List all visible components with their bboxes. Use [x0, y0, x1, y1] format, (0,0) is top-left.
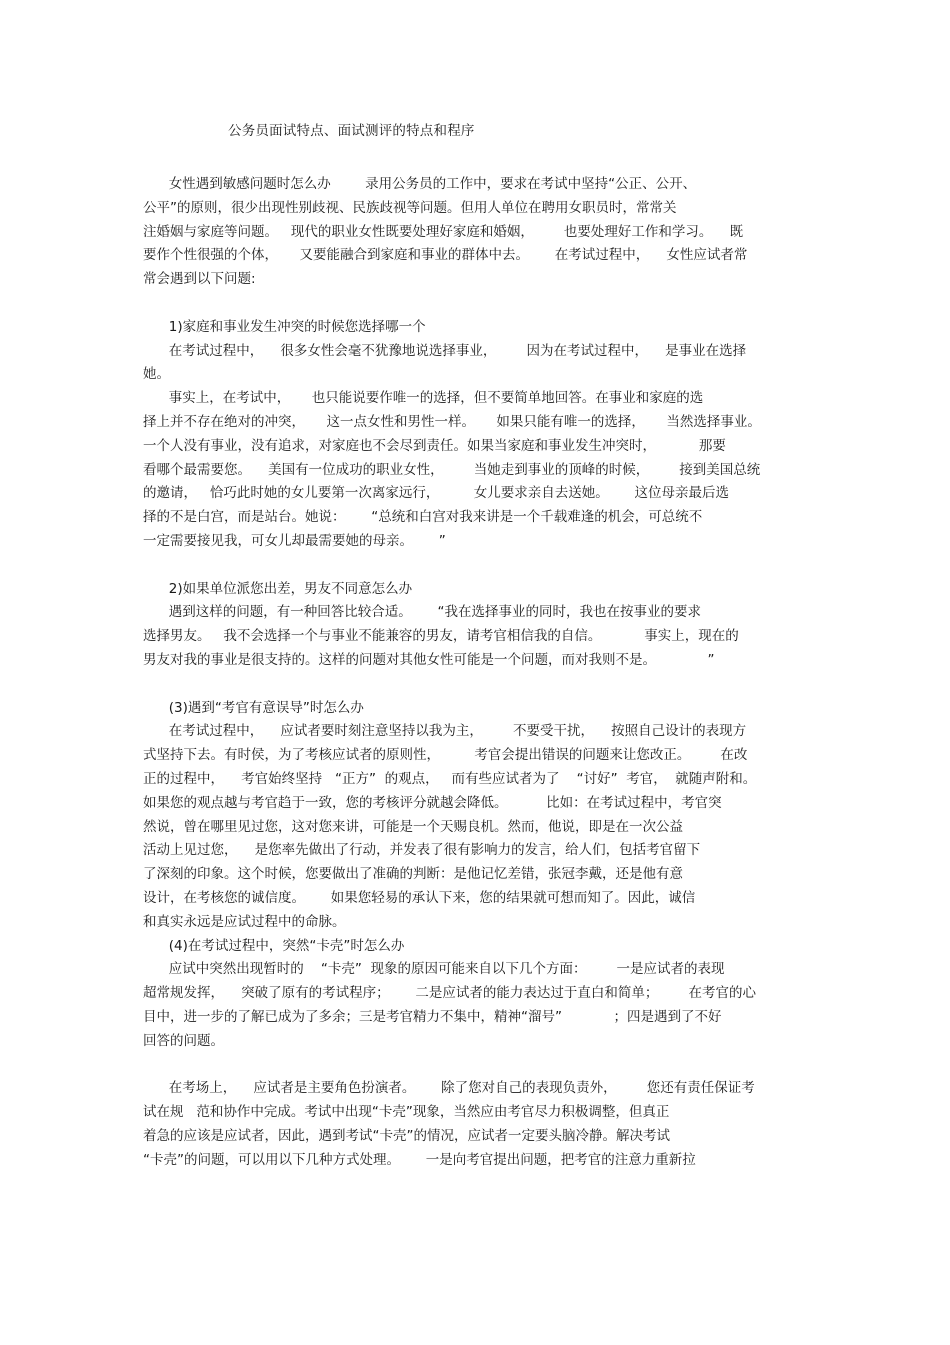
text-line: 正的过程中， 考官始终坚持 “正方” 的观点， 而有些应试者为了 “讨好” 考官， 就随声附和。: [143, 770, 757, 787]
text-line: (4)在考试过程中，突然“卡壳”时怎么办: [143, 937, 405, 954]
text-line: 活动上见过您， 是您率先做出了行动，并发表了很有影响力的发言，给人们，包括考官留下: [143, 842, 701, 859]
text-line: 择的不是白宫，而是站台。她说： “总统和白宫对我来讲是一个千载难逢的机会，可总统不: [143, 509, 703, 526]
text-line: 要作个性很强的个体， 又要能融合到家庭和事业的群体中去。 在考试过程中， 女性应试者常: [143, 247, 748, 264]
text-line: 的邀请， 恰巧此时她的女儿要第一次离家远行， 女儿要求亲自去送她。 这位母亲最后选: [143, 485, 729, 502]
text-line: 如果您的观点越与考官趋于一致，您的考核评分就越会降低。 比如：在考试过程中，考官突: [143, 794, 722, 811]
document-body: [143, 173, 823, 1172]
blank-line: [143, 554, 823, 578]
text-line: 一定需要接见我，可女儿却最需要她的母亲。 ”: [143, 532, 446, 549]
text-line: “卡壳”的问题，可以用以下几种方式处理。 一是向考官提出问题，把考官的注意力重新拉: [143, 1151, 696, 1168]
text-line: 一个人没有事业，没有追求，对家庭也不会尽到责任。如果当家庭和事业发生冲突时， 那要: [143, 437, 726, 454]
text-line: 2)如果单位派您出差，男友不同意怎么办: [143, 580, 413, 597]
text-line: 在考场上， 应试者是主要角色扮演者。 除了您对自己的表现负责外， 您还有责任保证考: [143, 1080, 755, 1097]
blank-line: [143, 673, 823, 697]
text-line: 试在规 范和协作中完成。考试中出现“卡壳”现象，当然应由考官尽力积极调整，但真正: [143, 1104, 670, 1121]
document-title: 公务员面试特点、面试测评的特点和程序: [228, 123, 475, 139]
text-line: 公平”的原则，很少出现性别歧视、民族歧视等问题。但用人单位在聘用女职员时，常常关: [143, 199, 677, 216]
text-line: 超常规发挥， 突破了原有的考试程序； 二是应试者的能力表达过于直白和简单； 在考官的心: [143, 985, 756, 1002]
text-line: 应试中突然出现暂时的 “卡壳” 现象的原因可能来自以下几个方面： 一是应试者的表现: [143, 961, 725, 978]
text-line: 选择男友。 我不会选择一个与事业不能兼容的男友，请考官相信我的自信。 事实上，现在的: [143, 628, 739, 645]
text-line: 常会遇到以下问题:: [143, 271, 256, 288]
text-line: 在考试过程中， 应试者要时刻注意坚持以我为主， 不要受干扰， 按照自己设计的表现方: [143, 723, 747, 740]
text-line: 事实上，在考试中， 也只能说要作唯一的选择，但不要简单地回答。在事业和家庭的选: [143, 390, 704, 407]
text-line: 男友对我的事业是很支持的。这样的问题对其他女性可能是一个问题，而对我则不是。 ”: [143, 651, 715, 668]
text-line: 设计，在考核您的诚信度。 如果您轻易的承认下来，您的结果就可想而知了。因此，诚信: [143, 889, 696, 906]
text-line: 女性遇到敏感问题时怎么办 录用公务员的工作中，要求在考试中坚持“公正、公开、: [143, 176, 697, 192]
text-line: 1)家庭和事业发生冲突的时候您选择哪一个: [143, 318, 426, 335]
text-line: 回答的问题。: [143, 1032, 224, 1049]
text-line: 她。: [143, 366, 170, 383]
text-line: 式坚持下去。有时侯，为了考核应试者的原则性， 考官会提出错误的问题来让您改正。 在改: [143, 747, 748, 764]
text-line: 然说，曾在哪里见过您，这对您来讲，可能是一个天赐良机。然而，他说，即是在一次公益: [143, 818, 683, 835]
text-line: 注婚姻与家庭等问题。 现代的职业女性既要处理好家庭和婚姻， 也要处理好工作和学习。 既: [143, 223, 744, 240]
text-line: 遇到这样的问题，有一种回答比较合适。 “我在选择事业的同时，我也在按事业的要求: [143, 604, 701, 621]
text-line: 看哪个最需要您。 美国有一位成功的职业女性， 当她走到事业的顶峰的时候， 接到美国总统: [143, 461, 761, 478]
blank-line: [143, 1053, 823, 1077]
text-line: 择上并不存在绝对的冲突， 这一点女性和男性一样。 如果只能有唯一的选择， 当然选择事业。: [143, 413, 761, 430]
text-line: 了深刻的印象。这个时候，您要做出了准确的判断：是他记忆差错，张冠李戴，还是他有意: [143, 866, 683, 883]
text-line: 在考试过程中， 很多女性会毫不犹豫地说选择事业， 因为在考试过程中， 是事业在选择: [143, 342, 747, 359]
text-line: 着急的应该是应试者，因此，遇到考试“卡壳”的情况，应试者一定要头脑冷静。解决考试: [143, 1127, 670, 1144]
text-line: (3)遇到“考官有意误导”时怎么办: [143, 699, 364, 716]
text-line: 和真实永远是应试过程中的命脉。: [143, 913, 346, 930]
blank-line: [143, 292, 823, 316]
text-line: 目中，进一步的了解已成为了多余；三是考官精力不集中，精神“溜号” ；四是遇到了不好: [143, 1008, 722, 1025]
